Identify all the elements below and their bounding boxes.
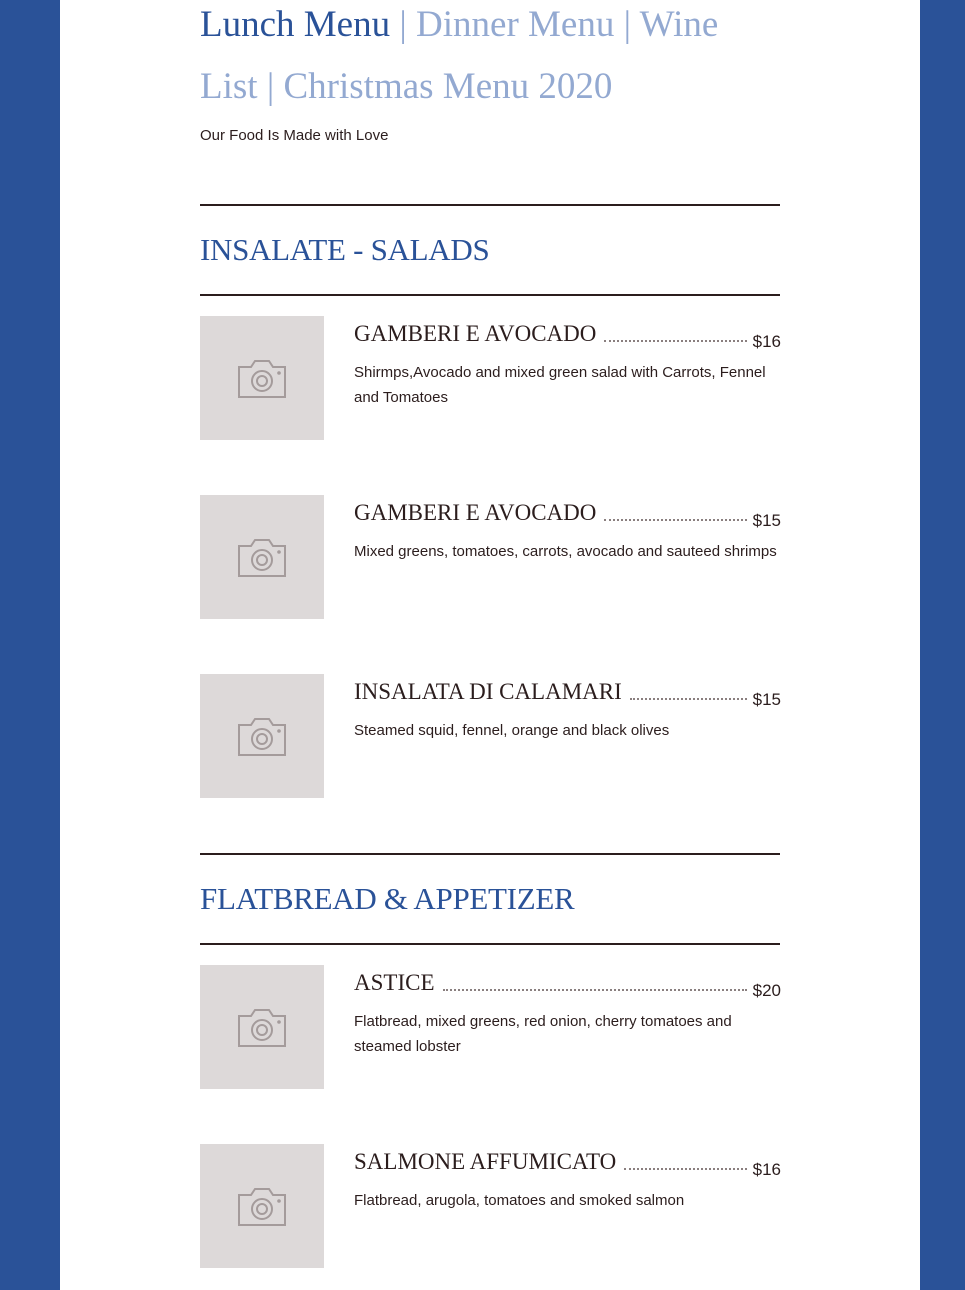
nav-separator: | (399, 4, 407, 45)
nav-wine-list[interactable]: Wine List (200, 4, 719, 107)
item-body (354, 674, 781, 743)
dot-leader (604, 519, 746, 521)
dot-leader (443, 989, 747, 991)
item-header (354, 316, 781, 352)
item-description: Shirmps,Avocado and mixed green salad with Carrots, Fennel and Tomatoes (354, 364, 766, 406)
menu-item (200, 1144, 780, 1268)
item-name: GAMBERI E AVOCADO (354, 500, 597, 525)
section-title: FLATBREAD & APPETIZER (200, 881, 575, 916)
camera-icon (237, 1185, 287, 1227)
camera-icon (237, 536, 287, 578)
menu-item (200, 674, 780, 798)
item-description: Steamed squid, fennel, orange and black olives (354, 722, 670, 739)
item-name: INSALATA DI CALAMARI (354, 679, 622, 704)
item-header (354, 674, 781, 710)
item-image-placeholder (200, 495, 324, 619)
item-image-placeholder (200, 1144, 324, 1268)
camera-icon (237, 357, 287, 399)
item-price: $20 (752, 981, 781, 1000)
camera-icon (237, 1006, 287, 1048)
menu-nav (200, 0, 780, 118)
item-description: Flatbread, arugola, tomatoes and smoked salmon (354, 1192, 685, 1209)
section-divider (200, 943, 780, 945)
item-name: GAMBERI E AVOCADO (354, 321, 597, 346)
item-price: $15 (752, 511, 781, 530)
item-image-placeholder (200, 674, 324, 798)
camera-icon (237, 715, 287, 757)
item-price: $16 (752, 1160, 781, 1179)
item-header (354, 1144, 781, 1180)
item-header (354, 965, 781, 1001)
menu-item (200, 965, 780, 1089)
item-image-placeholder (200, 316, 324, 440)
menu-section (200, 204, 780, 798)
tagline: Our Food Is Made with Love (200, 127, 389, 144)
nav-dinner-menu[interactable]: Dinner Menu (416, 4, 615, 45)
item-header (354, 495, 781, 531)
dot-leader (624, 1168, 746, 1170)
dot-leader (604, 340, 746, 342)
item-body (354, 1144, 781, 1213)
nav-separator: | (623, 4, 632, 45)
section-title: INSALATE - SALADS (200, 232, 490, 267)
item-name: ASTICE (354, 970, 435, 995)
item-description: Mixed greens, tomatoes, carrots, avocado and sauteed shrimps (354, 543, 777, 560)
menu-section (200, 853, 780, 1268)
page (60, 0, 920, 1290)
menu-item (200, 316, 780, 440)
nav-lunch-menu[interactable]: Lunch Menu (200, 4, 391, 45)
item-name: SALMONE AFFUMICATO (354, 1149, 617, 1174)
item-body (354, 495, 781, 564)
item-price: $15 (752, 690, 781, 709)
menu-content (200, 0, 780, 1268)
nav-christmas-menu[interactable]: Christmas Menu 2020 (283, 66, 613, 107)
section-divider (200, 294, 780, 296)
menu-item (200, 495, 780, 619)
item-description: Flatbread, mixed greens, red onion, cherry tomatoes and steamed lobster (354, 1013, 732, 1055)
item-price: $16 (752, 332, 781, 351)
item-body (354, 316, 781, 410)
item-image-placeholder (200, 965, 324, 1089)
item-body (354, 965, 781, 1059)
dot-leader (630, 698, 747, 700)
nav-separator: | (266, 66, 275, 107)
